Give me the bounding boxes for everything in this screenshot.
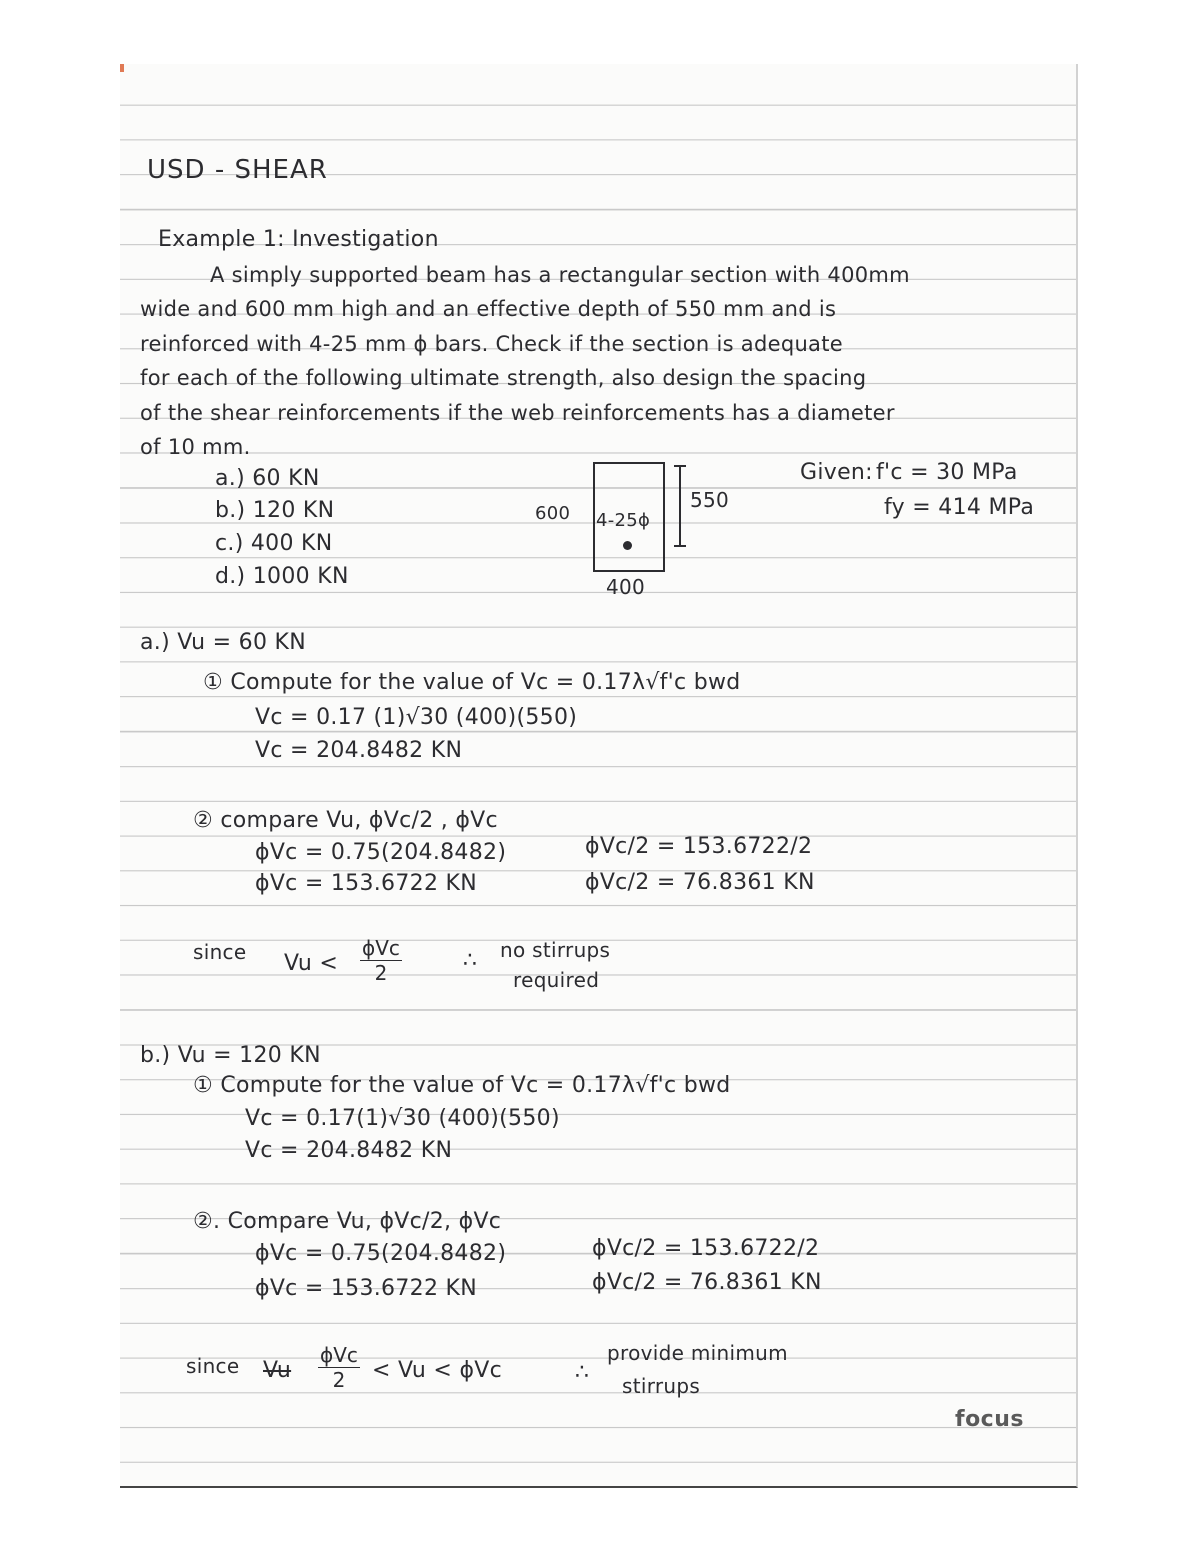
problem-line-2: wide and 600 mm high and an effective depth of 550 mm and is: [140, 297, 837, 321]
part-b-since: since: [186, 1354, 240, 1378]
problem-line-6: of 10 mm.: [140, 435, 251, 459]
margin-mark: [120, 64, 124, 72]
part-a-therefore: ∴: [463, 948, 478, 973]
beam-width-label: 400: [606, 575, 646, 599]
part-a-fraction-denominator: 2: [374, 961, 388, 985]
part-b-condition-right: < Vu < ϕVc: [372, 1358, 503, 1383]
depth-dimension-tick-top: [674, 465, 686, 467]
part-b-step1-result: Vc = 204.8482 KN: [245, 1138, 453, 1163]
part-a-step1-title: ① Compute for the value of Vc = 0.17λ√f'c bwd: [203, 670, 741, 695]
problem-line-3: reinforced with 4-25 mm ϕ bars. Check if the section is adequate: [140, 332, 843, 356]
example-title: Example 1: Investigation: [158, 227, 439, 252]
part-b-condition-struck: Vu: [263, 1358, 292, 1383]
beam-bars-label: 4-25ϕ: [596, 510, 651, 531]
part-a-step2-left2: ϕVc = 153.6722 KN: [255, 871, 478, 896]
given-label: Given:: [800, 460, 873, 485]
case-c: c.) 400 KN: [215, 531, 333, 556]
beam-depth-label: 550: [690, 488, 730, 512]
beam-height-label: 600: [535, 503, 571, 524]
part-b-step2-right1: ϕVc/2 = 153.6722/2: [592, 1236, 820, 1261]
part-b-step1-title: ① Compute for the value of Vc = 0.17λ√f'c bwd: [193, 1073, 731, 1098]
part-a-step1-sub: Vc = 0.17 (1)√30 (400)(550): [255, 705, 578, 730]
part-a-header: a.) Vu = 60 KN: [140, 630, 307, 655]
part-b-step2-title: ②. Compare Vu, ϕVc/2, ϕVc: [193, 1209, 502, 1234]
depth-dimension-line: [679, 466, 681, 546]
part-a-conclusion-1: no stirrups: [500, 938, 611, 962]
part-a-condition-fraction: [360, 938, 402, 983]
part-b-step2-left2: ϕVc = 153.6722 KN: [255, 1276, 478, 1301]
part-b-step2-left1: ϕVc = 0.75(204.8482): [255, 1241, 507, 1266]
part-b-therefore: ∴: [575, 1360, 590, 1385]
part-b-fraction-denominator: 2: [332, 1368, 346, 1392]
part-a-step2-title: ② compare Vu, ϕVc/2 , ϕVc: [193, 808, 498, 833]
rebar-dot: [623, 541, 632, 550]
part-a-conclusion-2: required: [513, 968, 600, 992]
part-a-step2-right2: ϕVc/2 = 76.8361 KN: [585, 870, 815, 895]
part-a-step2-right1: ϕVc/2 = 153.6722/2: [585, 834, 813, 859]
part-a-step1-result: Vc = 204.8482 KN: [255, 738, 463, 763]
part-b-conclusion-2: stirrups: [622, 1374, 701, 1398]
part-b-fraction-numerator: ϕVc: [320, 1343, 358, 1367]
part-b-condition-fraction: [318, 1345, 360, 1390]
part-b-step2-right2: ϕVc/2 = 76.8361 KN: [592, 1270, 822, 1295]
part-a-step2-left1: ϕVc = 0.75(204.8482): [255, 840, 507, 865]
case-d: d.) 1000 KN: [215, 564, 349, 589]
part-a-fraction-numerator: ϕVc: [362, 936, 400, 960]
case-b: b.) 120 KN: [215, 498, 335, 523]
problem-line-1: A simply supported beam has a rectangular section with 400mm: [210, 263, 910, 287]
part-a-condition-left: Vu <: [284, 951, 339, 976]
depth-dimension-tick-bottom: [674, 545, 686, 547]
part-b-step1-sub: Vc = 0.17(1)√30 (400)(550): [245, 1106, 560, 1131]
part-b-header: b.) Vu = 120 KN: [140, 1043, 321, 1068]
given-fc: f'c = 30 MPa: [876, 460, 1018, 485]
part-b-conclusion-1: provide minimum: [607, 1341, 788, 1365]
page-heading: USD - SHEAR: [147, 155, 328, 185]
part-a-since: since: [193, 940, 247, 964]
case-a: a.) 60 KN: [215, 466, 320, 491]
focus-logo: focus: [955, 1407, 1024, 1432]
problem-line-5: of the shear reinforcements if the web reinforcements has a diameter: [140, 401, 895, 425]
problem-line-4: for each of the following ultimate strength, also design the spacing: [140, 366, 867, 390]
given-fy: fy = 414 MPa: [884, 495, 1035, 520]
